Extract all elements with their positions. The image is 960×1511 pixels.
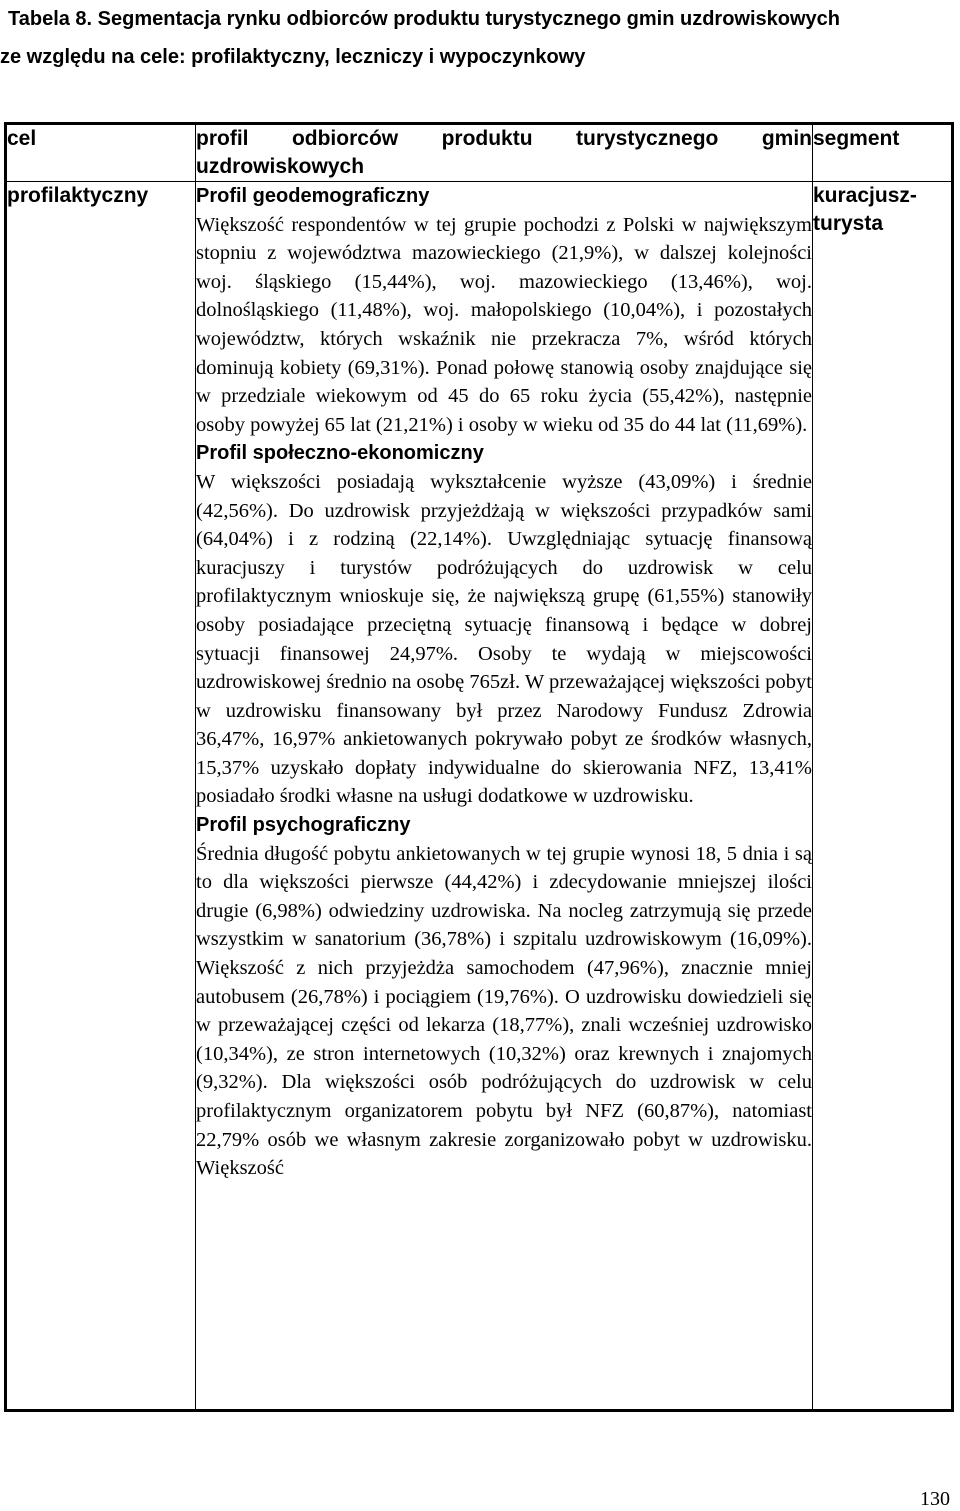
segmentation-table	[4, 122, 954, 1412]
cell-cel-profilaktyczny: profilaktyczny	[6, 182, 196, 1411]
section-text-socioeconomic: W większości posiadają wykształcenie wyższe (43,09%) i średnie (42,56%). Do uzdrowisk przyjeżdżają w większości przypadków sami (64,04%) i z rodziną (22,14%). Uwzględniając sytuację finansową kuracjuszy i turystów podróżujących do uzdrowisk w celu profilaktycznym wnioskuje się, że największą grupę (61,55%) stanowiły osoby posiadające przeciętną sytuację finansową i będące w dobrej sytuacji finansowej 24,97%. Osoby te wydają w miejscowości uzdrowiskowej średnio na osobę 765zł. W przeważającej większości pobyt w uzdrowisku finansowany był przez Narodowy Fundusz Zdrowia 36,47%, 16,97% ankietowanych pokrywało pobyt ze środków własnych, 15,37% uzyskało dopłaty indywidualne do skierowania NFZ, 13,41% posiadało środki własne na usługi dodatkowe w uzdrowisku.	[196, 470, 812, 808]
table-header-row	[6, 124, 953, 182]
header-cel: cel	[6, 124, 196, 182]
page-number: 130	[920, 1488, 950, 1510]
caption-line-1: Tabela 8. Segmentacja rynku odbiorców produktu turystycznego gmin uzdrowiskowych	[8, 8, 841, 30]
table-caption	[0, 0, 960, 76]
table-row	[6, 182, 953, 1411]
section-heading-geodemographic: Profil geodemograficzny	[196, 185, 430, 207]
section-text-psychographic: Średnia długość pobytu ankietowanych w tej grupie wynosi 18, 5 dnia i są to dla większości pierwsze (44,42%) i zdecydowanie mniejszej ilości drugie (6,98%) odwiedziny uzdrowiska. Na nocleg zatrzymują się przede wszystkim w sanatorium (36,78%) i szpitalu uzdrowiskowym (16,09%). Większość z nich przyjeżdża samochodem (47,96%), znacznie mniej autobusem (26,78%) i pociągiem (19,76%). O uzdrowisku dowiedzieli się w przeważającej części od lekarza (18,77%), znali wcześniej uzdrowisko (10,34%), ze stron internetowych (10,32%) oraz krewnych i znajomych (9,32%). Dla większości osób podróżujących do uzdrowisk w celu profilaktycznym organizatorem pobytu był NFZ (60,87%), natomiast 22,79% osób we własnym zakresie zorganizowało pobyt w uzdrowisku. Większość	[196, 842, 812, 1180]
section-heading-psychographic: Profil psychograficzny	[196, 814, 411, 837]
section-text-geodemographic: Większość respondentów w tej grupie pochodzi z Polski w największym stopniu z województwa mazowieckiego (21,9%), w dalszej kolejności woj. śląskiego (15,44%), woj. mazowieckiego (13,46%), woj. dolnośląskiego (11,48%), woj. małopolskiego (10,04%), i pozostałych województw, których wskaźnik nie przekracza 7%, wśród których dominują kobiety (69,31%). Ponad połowę stanowią osoby znajdujące się w przedziale wiekowym od 45 do 65 roku życia (55,42%), następnie osoby powyżej 65 lat (21,21%) i osoby w wieku od 35 do 44 lat (11,69%).	[196, 213, 812, 436]
header-profil: profil odbiorców produktu turystycznego gmin uzdrowiskowych	[196, 124, 813, 182]
header-segment: segment	[813, 124, 953, 182]
cell-profile-description	[196, 182, 813, 1411]
segment-line-2: turysta	[813, 212, 884, 235]
section-heading-socioeconomic: Profil społeczno-ekonomiczny	[196, 442, 484, 465]
caption-line-2: ze względu na cele: profilaktyczny, leczniczy i wypoczynkowy	[0, 46, 586, 68]
segment-line-1: kuracjusz-	[813, 184, 917, 207]
cell-segment	[813, 182, 953, 1411]
